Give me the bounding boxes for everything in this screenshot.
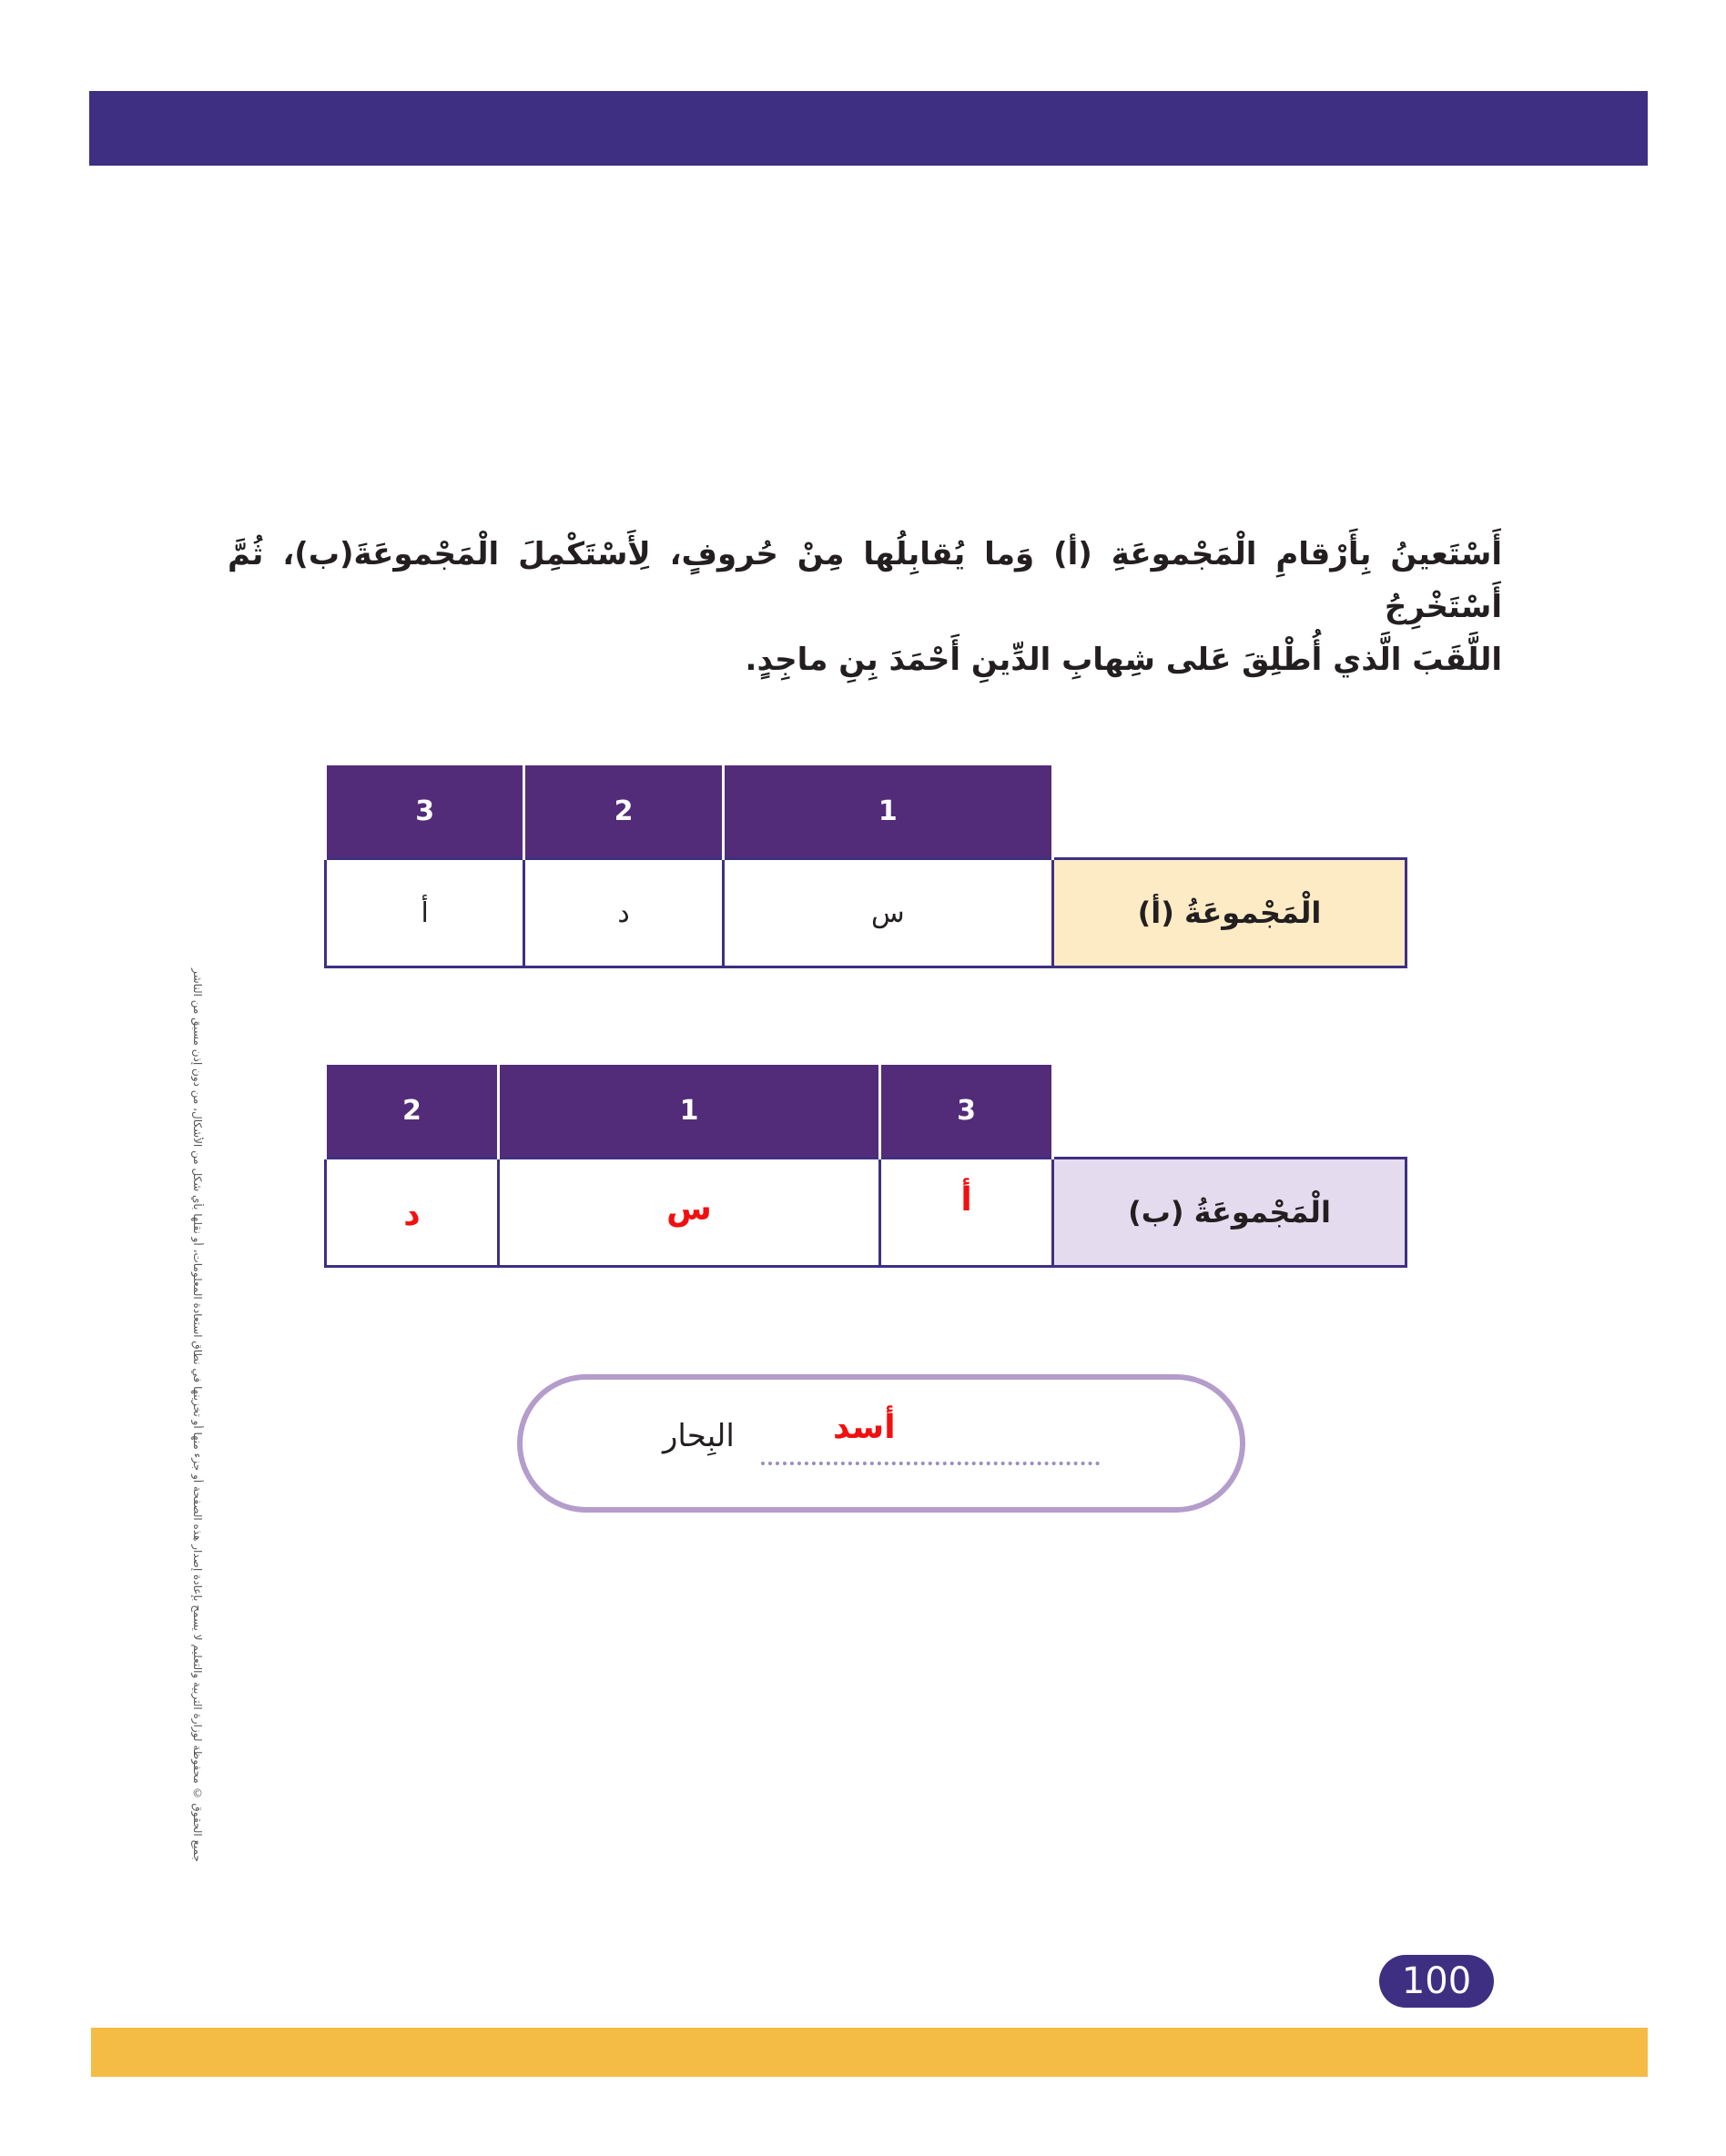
group-b-row	[326, 1159, 1406, 1267]
instructions-line-2: اللَّقَبَ الَّذي أُطْلِقَ عَلى شِهابِ الدِّينِ أَحْمَدَ بِنِ ماجِدٍ.	[745, 642, 1502, 678]
group-a-header-row	[326, 765, 1406, 859]
answer-suffix: البِحار	[663, 1418, 735, 1454]
instructions	[228, 528, 1502, 686]
group-b-table	[324, 1065, 1407, 1268]
group-a-label: الْمَجْموعَةُ (أ)	[1053, 859, 1406, 967]
group-b-label: الْمَجْموعَةُ (ب)	[1053, 1159, 1406, 1267]
group-b-answer-cell[interactable]	[880, 1159, 1053, 1267]
group-a-cell: س	[723, 859, 1052, 967]
header-bar	[89, 91, 1648, 166]
group-b-answer: س	[666, 1189, 712, 1228]
page-number: 100	[1379, 1955, 1494, 2008]
group-b-answer: أ	[960, 1180, 972, 1219]
group-b-header: 1	[498, 1065, 879, 1159]
group-a-table	[324, 765, 1407, 968]
group-b-header: 2	[326, 1065, 499, 1159]
copyright-notice: جميع الحقوق © محفوظة لوزارة التربية والتعليم لا يسمح بإعادة إصدار هذه الصفحة أو جزء منها أو تخزينها في نطاق استعادة المعلومات، أو نقلها بأي شكل من الأشكال، من دون إذن مسبق من الناشر	[191, 968, 204, 1862]
blank-cell	[1053, 1065, 1406, 1159]
answer-blank-line[interactable]	[761, 1416, 1100, 1465]
footer-bar	[91, 2028, 1648, 2077]
instructions-line-1: أَسْتَعينُ بِأَرْقامِ الْمَجْموعَةِ (أ) وَما يُقابِلُها مِنْ حُروفٍ، لِأَسْتَكْمِلَ الْمَجْموعَةَ(ب)، ثُمَّ أَسْتَخْرِجُ	[228, 536, 1502, 625]
group-a-header: 3	[326, 765, 524, 859]
group-a-header: 1	[723, 765, 1052, 859]
group-b-header: 3	[880, 1065, 1053, 1159]
group-b-answer-cell[interactable]	[498, 1159, 879, 1267]
group-a-row	[326, 859, 1406, 967]
group-a-cell: د	[524, 859, 723, 967]
blank-cell	[1053, 765, 1406, 859]
group-b-answer-cell[interactable]	[326, 1159, 499, 1267]
group-a-cell: أ	[326, 859, 524, 967]
group-b-header-row	[326, 1065, 1406, 1159]
group-a-header: 2	[524, 765, 723, 859]
group-b-answer: د	[403, 1195, 421, 1233]
answer-word: أسد	[833, 1409, 896, 1446]
